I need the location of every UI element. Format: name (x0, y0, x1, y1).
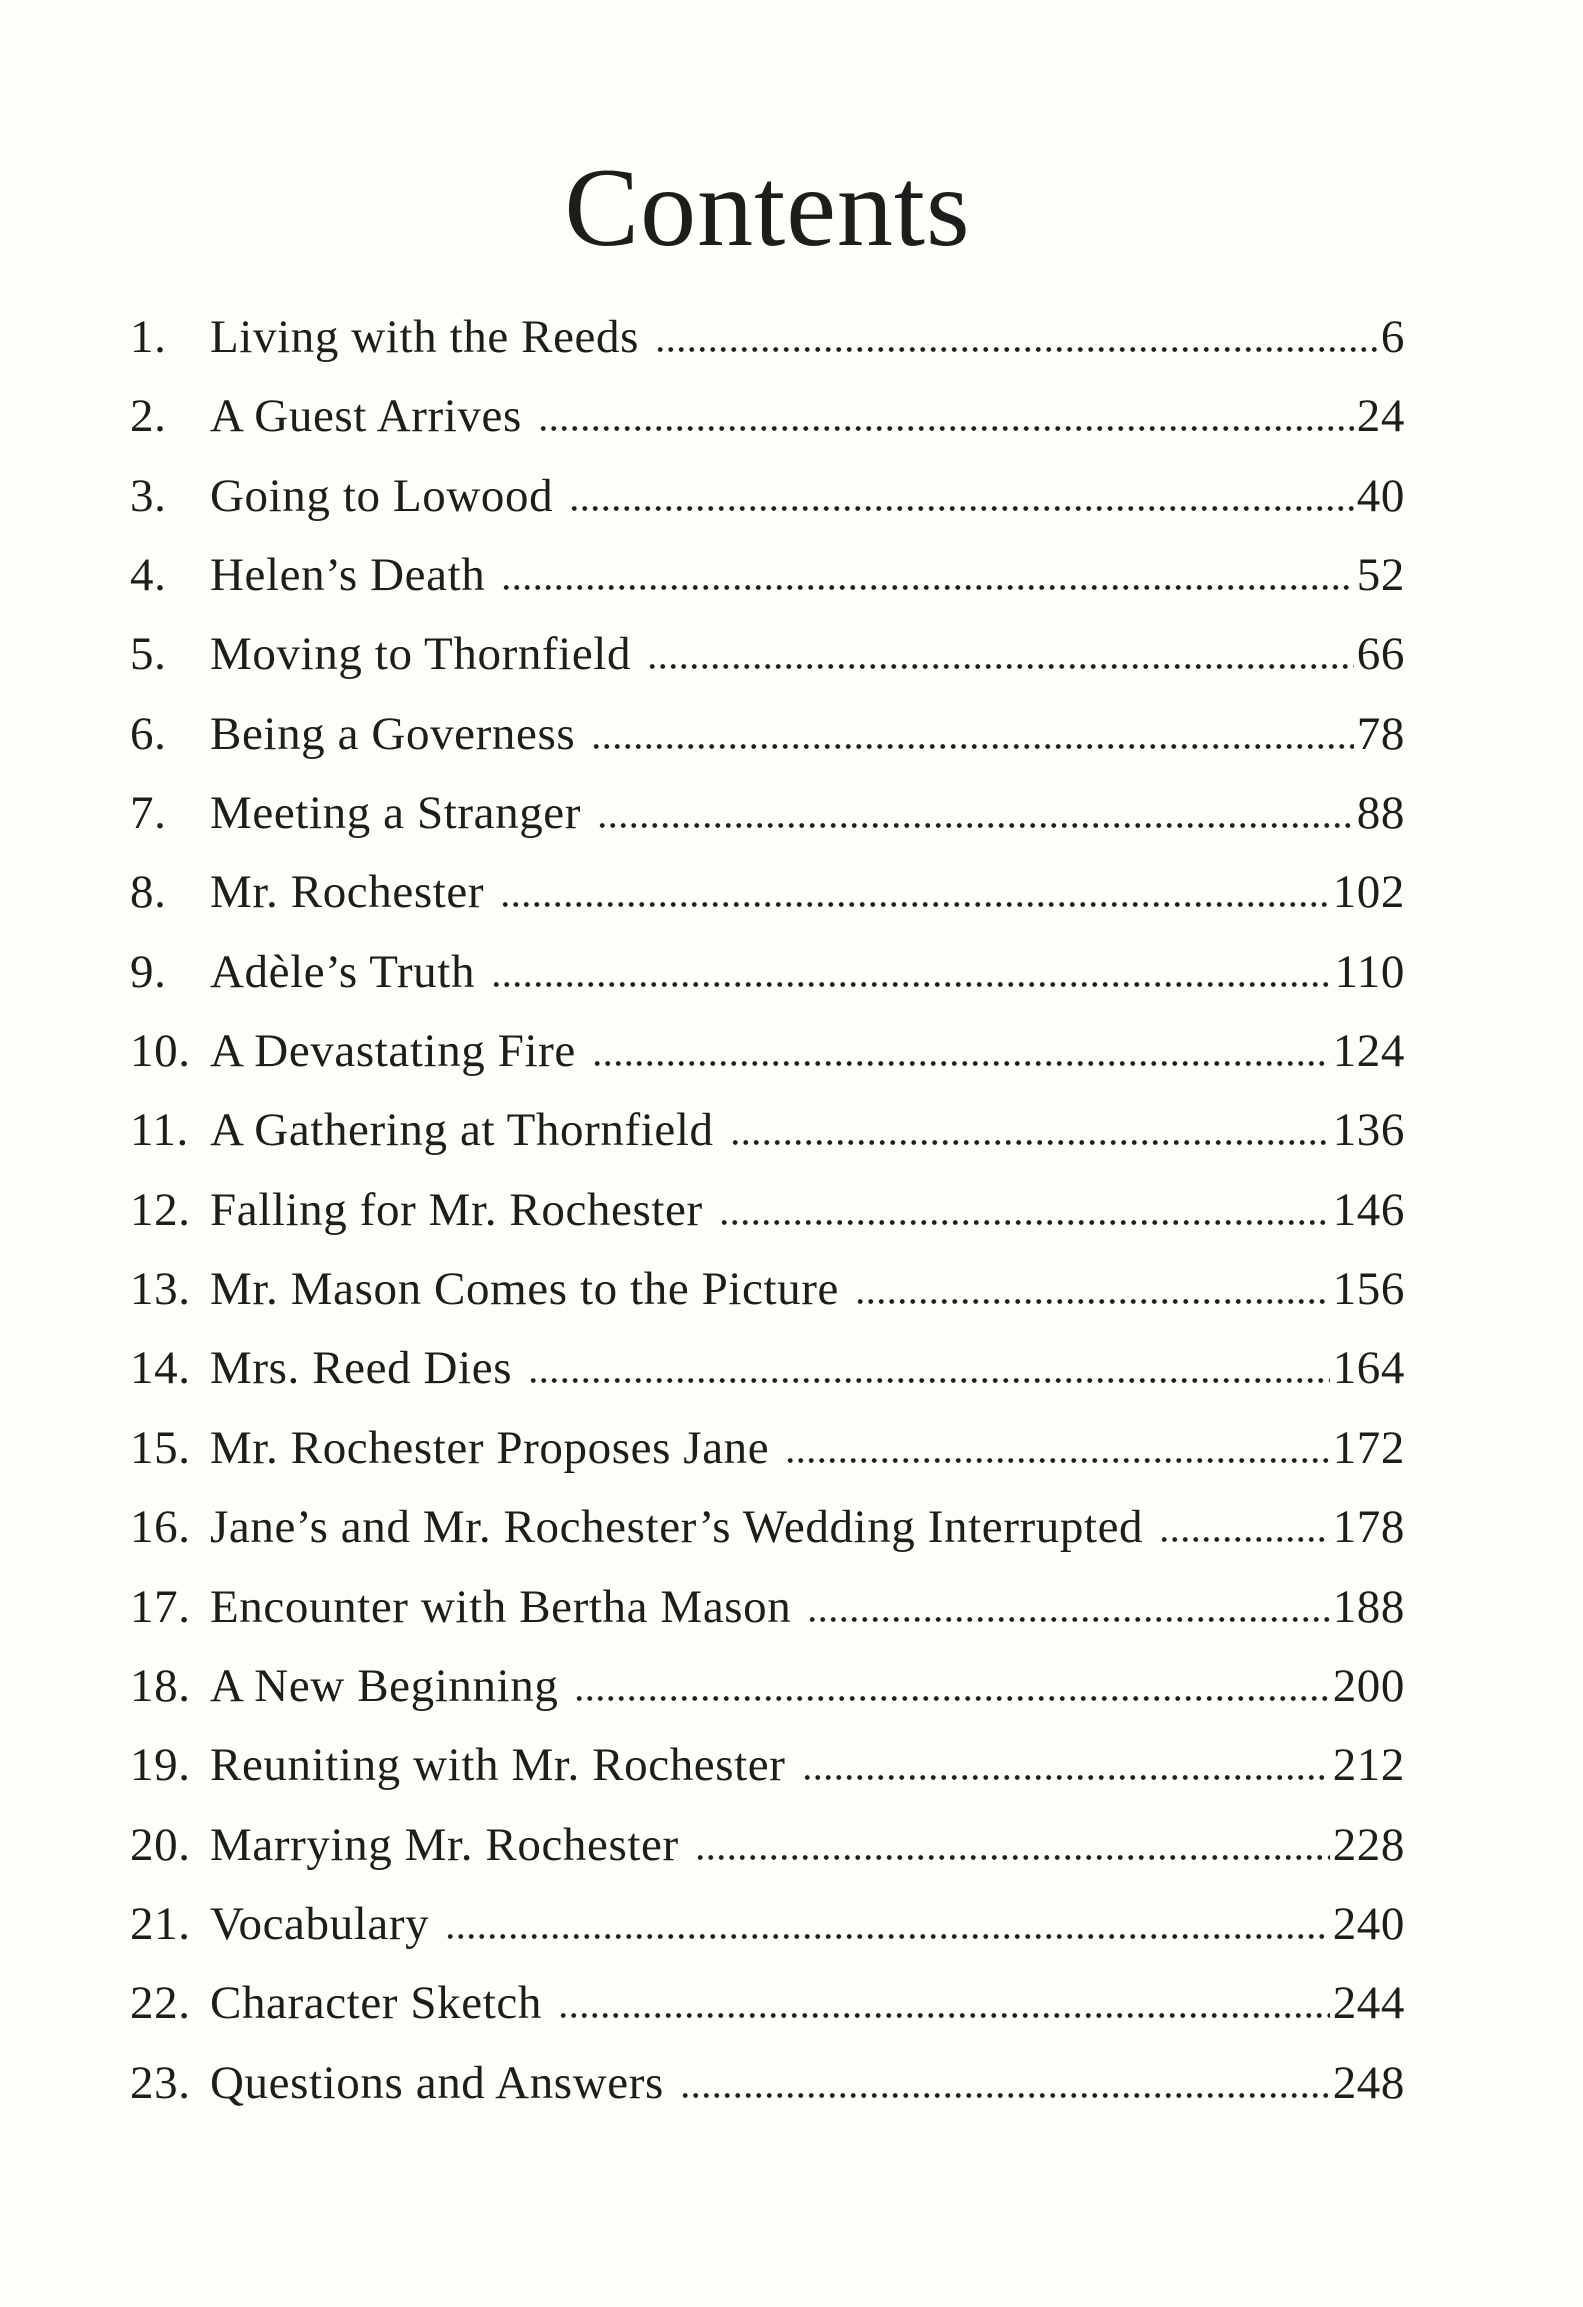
toc-entry-title: Mr. Rochester (210, 866, 485, 919)
toc-entry-title: Going to Lowood (210, 469, 554, 522)
toc-entry-number: 19. (130, 1739, 191, 1792)
toc-entry (130, 1329, 1405, 1408)
toc-leader-dots (574, 1696, 1329, 1701)
toc-entry-page: 136 (1332, 1104, 1405, 1157)
toc-leader-dots (802, 1775, 1330, 1780)
toc-entry-number: 5. (130, 628, 167, 681)
toc-entry-page: 146 (1332, 1183, 1405, 1236)
toc-entry-title: Jane’s and Mr. Rochester’s Wedding Interrupted (210, 1501, 1144, 1554)
toc-entry-title: Reuniting with Mr. Rochester (210, 1739, 786, 1792)
toc-entry-number: 6. (130, 707, 167, 760)
toc-entry (130, 298, 1405, 377)
toc-entry (130, 536, 1405, 615)
toc-entry-number: 2. (130, 390, 167, 443)
toc-entry (130, 1885, 1405, 1964)
toc-list (130, 298, 1405, 2123)
page-title: Contents (564, 146, 971, 270)
toc-entry-number: 14. (130, 1342, 191, 1395)
toc-entry-page: 228 (1332, 1818, 1405, 1871)
toc-entry-number: 15. (130, 1421, 191, 1474)
toc-entry-page: 52 (1356, 549, 1405, 602)
toc-leader-dots (855, 1299, 1330, 1304)
toc-entry-number: 8. (130, 866, 167, 919)
toc-entry-page: 244 (1332, 1977, 1405, 2030)
toc-leader-dots (695, 1855, 1330, 1860)
toc-entry-page: 6 (1380, 311, 1405, 363)
toc-entry-number: 20. (130, 1818, 191, 1871)
toc-entry-title: Marrying Mr. Rochester (210, 1818, 679, 1871)
toc-entry-page: 88 (1356, 787, 1405, 840)
toc-leader-dots (655, 347, 1378, 352)
toc-leader-dots (597, 823, 1354, 828)
toc-entry-number: 11. (130, 1104, 189, 1157)
toc-leader-dots (591, 744, 1354, 749)
toc-entry-number: 4. (130, 549, 167, 602)
toc-entry-page: 66 (1356, 628, 1405, 681)
toc-entry (130, 1488, 1405, 1567)
toc-entry-number: 3. (130, 469, 167, 522)
toc-entry-title: Mr. Rochester Proposes Jane (210, 1421, 770, 1474)
toc-leader-dots (558, 2013, 1330, 2018)
toc-leader-dots (528, 1378, 1330, 1383)
toc-entry (130, 1568, 1405, 1647)
toc-entry-title: Questions and Answers (210, 2056, 664, 2109)
toc-entry (130, 774, 1405, 853)
toc-entry (130, 853, 1405, 932)
toc-entry (130, 457, 1405, 536)
toc-leader-dots (491, 982, 1331, 987)
toc-entry-number: 10. (130, 1025, 191, 1078)
toc-entry-title: Adèle’s Truth (210, 945, 476, 998)
toc-entry-number: 21. (130, 1897, 191, 1950)
toc-entry-page: 110 (1334, 945, 1405, 998)
toc-entry-page: 24 (1356, 390, 1405, 443)
toc-entry (130, 1091, 1405, 1170)
toc-entry-page: 240 (1332, 1897, 1405, 1950)
toc-entry (130, 695, 1405, 774)
toc-entry (130, 1250, 1405, 1329)
toc-leader-dots (680, 2093, 1330, 2098)
toc-leader-dots (445, 1934, 1330, 1939)
toc-leader-dots (538, 426, 1354, 431)
toc-entry-title: Encounter with Bertha Mason (210, 1580, 792, 1633)
toc-entry-page: 212 (1332, 1739, 1405, 1792)
toc-entry (130, 1012, 1405, 1091)
toc-entry-page: 178 (1332, 1501, 1405, 1554)
toc-entry-page: 172 (1332, 1421, 1405, 1474)
toc-entry-title: Meeting a Stranger (210, 787, 582, 840)
toc-entry (130, 615, 1405, 694)
toc-entry-page: 40 (1356, 469, 1405, 522)
toc-entry-title: Mrs. Reed Dies (210, 1342, 513, 1395)
toc-entry-number: 12. (130, 1183, 191, 1236)
toc-leader-dots (785, 1458, 1329, 1463)
toc-leader-dots (719, 1220, 1330, 1225)
toc-entry-title: A Guest Arrives (210, 390, 522, 443)
toc-leader-dots (592, 1061, 1330, 1066)
toc-entry-page: 124 (1332, 1025, 1405, 1078)
toc-entry-number: 23. (130, 2056, 191, 2109)
toc-entry-title: Moving to Thornfield (210, 628, 632, 681)
toc-entry-page: 188 (1332, 1580, 1405, 1633)
toc-leader-dots (501, 585, 1353, 590)
toc-entry-title: Character Sketch (210, 1977, 542, 2030)
toc-entry-number: 18. (130, 1659, 191, 1712)
toc-entry (130, 1171, 1405, 1250)
toc-entry (130, 2044, 1405, 2123)
toc-entry (130, 1964, 1405, 2043)
toc-entry-title: A Gathering at Thornfield (210, 1104, 714, 1157)
toc-leader-dots (807, 1617, 1329, 1622)
toc-entry-number: 7. (130, 787, 167, 840)
toc-entry (130, 377, 1405, 456)
toc-entry (130, 1806, 1405, 1885)
toc-entry (130, 933, 1405, 1012)
toc-entry (130, 1726, 1405, 1805)
toc-entry-title: Living with the Reeds (210, 311, 640, 363)
toc-leader-dots (500, 902, 1330, 907)
toc-entry-page: 102 (1332, 866, 1405, 919)
toc-entry (130, 1409, 1405, 1488)
toc-entry-number: 22. (130, 1977, 191, 2030)
toc-entry-page: 248 (1332, 2056, 1405, 2109)
toc-entry-title: A Devastating Fire (210, 1025, 576, 1078)
toc-entry (130, 1647, 1405, 1726)
toc-entry-title: Vocabulary (210, 1897, 430, 1950)
toc-entry-number: 1. (130, 311, 167, 363)
toc-leader-dots (647, 664, 1354, 669)
toc-entry-title: A New Beginning (210, 1659, 559, 1712)
toc-entry-title: Helen’s Death (210, 549, 486, 602)
toc-entry-number: 16. (130, 1501, 191, 1554)
toc-entry-number: 9. (130, 945, 167, 998)
toc-leader-dots (569, 506, 1354, 511)
toc-entry-page: 156 (1332, 1263, 1405, 1316)
toc-entry-title: Mr. Mason Comes to the Picture (210, 1263, 839, 1316)
toc-entry-page: 200 (1332, 1659, 1405, 1712)
toc-leader-dots (730, 1140, 1330, 1145)
toc-leader-dots (1159, 1537, 1330, 1542)
toc-entry-title: Being a Governess (210, 707, 576, 760)
toc-entry-number: 17. (130, 1580, 191, 1633)
toc-entry-page: 164 (1332, 1342, 1405, 1395)
toc-entry-title: Falling for Mr. Rochester (210, 1183, 703, 1236)
toc-entry-page: 78 (1356, 707, 1405, 760)
toc-entry-number: 13. (130, 1263, 191, 1316)
